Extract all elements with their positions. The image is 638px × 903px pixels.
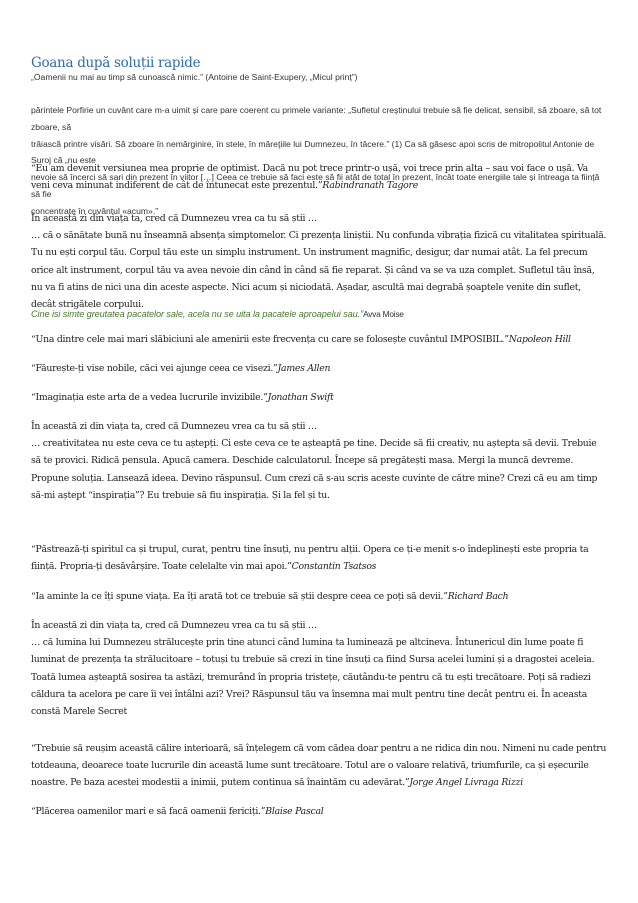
- quote-text: “Ia aminte la ce îți spune viața. Ea îți arată tot ce trebuie să știi despre ceea ce poți să devii.”: [31, 591, 448, 602]
- quote-author: Constantin Tsatsos: [291, 561, 377, 573]
- today-section-1: [31, 210, 607, 313]
- intro-line: concentrate în cuvântul «acum».”: [31, 205, 159, 216]
- quote-author: Jonathan Swift: [267, 392, 334, 403]
- section-heading: În această zi din viața ta, cred că Dumnezeu vrea ca tu să știi …: [31, 620, 317, 631]
- quote-tagore: [31, 160, 607, 194]
- today-section-2: [31, 418, 607, 504]
- quote-author: Napoleon Hill: [508, 334, 571, 345]
- quote-author: Avva Moise: [363, 309, 404, 319]
- quote-tsatsos: [31, 541, 607, 575]
- page-title: Goana după soluții rapide: [31, 55, 201, 71]
- quote-author: Richard Bach: [447, 591, 509, 602]
- quote-allen: [31, 360, 607, 377]
- quote-author: Rabindranath Tagore: [322, 180, 418, 192]
- quote-author: James Allen: [277, 363, 331, 374]
- intro-line: părintele Porfirie un cuvânt care m-a uimit și care pare coerent cu primele variante: „Sufletul creștinului trebuie să fie delicat, sensibil, să zboare, să tot zboare, să: [31, 105, 602, 132]
- quote-rizzi: [31, 740, 607, 792]
- section-heading: În această zi din viața ta, cred că Dumnezeu vrea ca tu să știi …: [31, 421, 317, 432]
- top-quote: „Oamenii nu mai au timp să cunoască nimic.” (Antoine de Saint-Exupery, „Micul prinț”): [31, 72, 358, 82]
- quote-text: Cine isi simte greutatea pacatelor sale, acela nu se uita la pacatele aproapelui sau.”: [31, 309, 364, 319]
- quote-text: “Păstrează-ți spiritul ca și trupul, curat, pentru tine însuți, nu pentru alții. Opera ce ți-e menit s-o îndeplinești este propria ta ființă. Propria-ți desăvârșire. Toate celelalte vin mai apoi.”: [31, 544, 589, 573]
- section-body: Toată lumea așteaptă sosirea ta astăzi, tremurând în propria tristețe, căutându-te pentru că tu ești trecătoare. Poți să radiezi căldura ta acelora pe care îi vei întâlni azi? Vrei? Răspunsul tău va însemna mai mult pentru tine decât pentru ei. În aceasta constă Marele Secret: [31, 671, 591, 718]
- intro-line: nevoie să încerci să sari din prezent în viitor […] Ceea ce trebuie să faci este să fii atât de total în prezent, încât toate energiile tale și întreaga ta ființă să fie: [31, 172, 600, 199]
- quote-author: Blaise Pascal: [265, 806, 324, 817]
- section-body: … creativitatea nu este ceva ce tu aștepți. Ci este ceva ce te așteaptă pe tine. Decide să fii creativ, nu aștepta să devii. Trebuie să te provici. Ridică pensula. Apucă camera. Deschide calculatorul. Începe să pregătești masa. Mergi la muncă devreme. Propune soluția. Lansează ideea. Devino răspunsul. Cum crezi că s-au scris aceste cuvinte de către mine? Crezi că eu am timp să-mi aștept “inspirația”? Eu trebuie să fiu inspirația. Și la fel și tu.: [31, 438, 598, 501]
- section-body: … că lumina lui Dumnezeu strălucește prin tine atunci când lumina ta luminează pe altcineva. Întunericul din lume poate fi luminat de prezența ta strălucitoare – totuși tu trebuie să crezi in tine însuți ca fiind Sursa acelei lumini și a dragostei aceleia.: [31, 637, 595, 666]
- quote-text: “Imaginația este arta de a vedea lucrurile invizibile.”: [31, 392, 268, 403]
- today-section-3: [31, 617, 607, 720]
- quote-text: “Eu am devenit versiunea mea proprie de optimist. Dacă nu pot trece printr-o ușă, voi trece prin alta – sau voi face o ușă. Va veni ceva minunat indiferent de cât de întunecat este prezentul.”: [31, 163, 588, 192]
- quote-moise: [31, 306, 607, 323]
- quote-text: “Trebuie să reușim această călire interioară, să înțelegem că vom cădea doar pentru a ne ridica din nou. Nimeni nu cade pentru totdeauna, deoarece toate lucrurile din această lume sunt trecătoare. Totul are o valoare relativă, triumfurile, ca și eșecurile noastre. Pe baza acestei modestii a inimii, putem continua să înaintăm cu adevărat.”: [31, 743, 607, 789]
- quote-author: Jorge Angel Livraga Rizzi: [409, 777, 523, 789]
- quote-swift: [31, 389, 607, 406]
- section-body: … că o sănătate bună nu înseamnă absența simptomelor. Ci prezența liniștii. Nu confunda vibrația fizică cu vitalitatea spirituală. Tu nu ești corpul tău. Corpul tău este un simplu instrument. Un instrument magnific, desigur, dar numai atât. La fel precum orice alt instrument, corpul tău va avea nevoie din când în când să fie reparat. Și când va se va uza complet. Sufletul tău însă, nu va fi atins de nici una din aceste aspecte. Nici acum și niciodată. Așadar, ascultă mai degrabă șoaptele venite din suflet, decât strigătele corpului.: [31, 230, 607, 311]
- quote-text: “Făurește-ți vise nobile, căci vei ajunge ceea ce visezi.”: [31, 363, 278, 374]
- quote-text: “Una dintre cele mai mari slăbiciuni ale amenirii este frecvența cu care se folosește cuvântul IMPOSIBIL.”: [31, 334, 509, 345]
- quote-text: “Plăcerea oamenilor mari e să facă oamenii fericiți.”: [31, 806, 266, 817]
- quote-pascal: [31, 803, 607, 820]
- section-heading: În această zi din viața ta, cred că Dumnezeu vrea ca tu să știi …: [31, 213, 317, 224]
- quote-bach: [31, 588, 607, 605]
- quote-hill: [31, 331, 607, 348]
- intro-line: trăiască printre visări. Să zboare în nemărginire, în stele, în măreţiile lui Dumnezeu, în tăcere.” (1) Ca să găsesc apoi scris de mitropolitul Antonie de Suroj că „nu este: [31, 138, 595, 166]
